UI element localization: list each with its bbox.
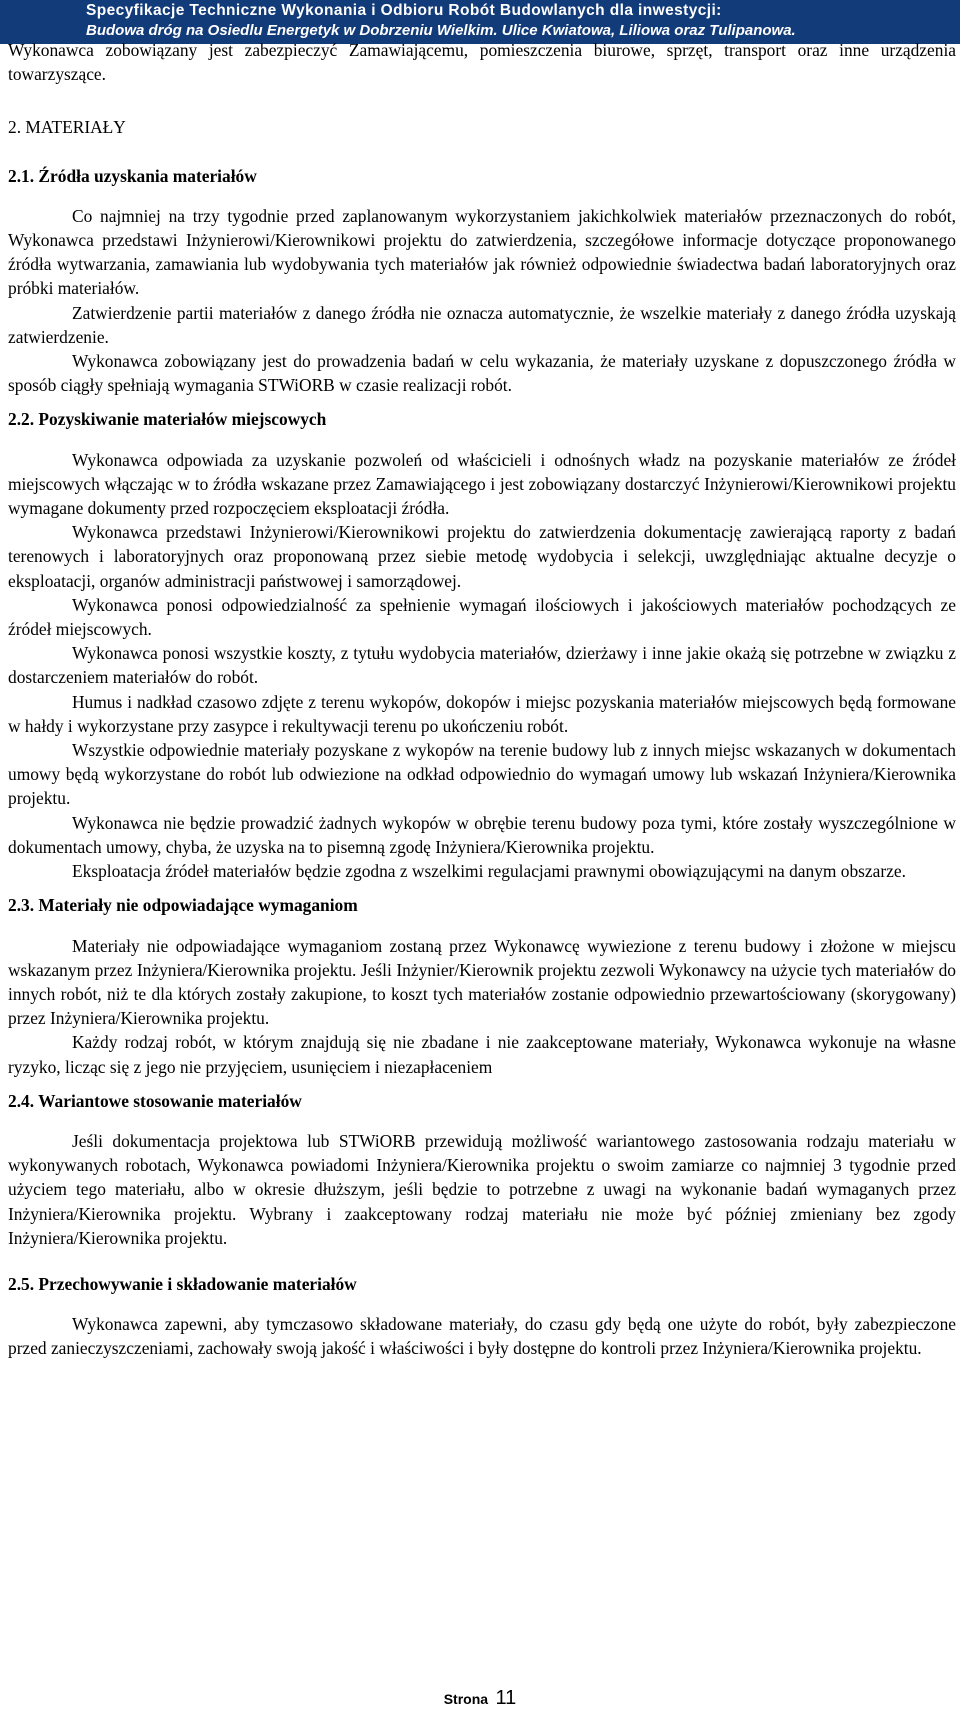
s21-paragraph-1: Co najmniej na trzy tygodnie przed zaplanowanym wykorzystaniem jakichkolwiek materiałów przeznaczonych do robót, Wykonawca przedstawi Inżynierowi/Kierownikowi projektu do zatwierdzenia, szczegółowe informacje dotyczące proponowanego źródła wytwarzania, zamawiania lub wydobywania tych materiałów jak również odpowiednie świadectwa badań laboratoryjnych oraz próbki materiałów.	[8, 205, 956, 299]
intro-paragraph: Wykonawca zobowiązany jest zabezpieczyć Zamawiającemu, pomieszczenia biurowe, sprzęt, transport oraz inne urządzenia towarzyszące.	[8, 40, 956, 85]
section-2-3-heading: 2.3. Materiały nie odpowiadające wymaganiom	[8, 895, 358, 916]
section-2-2-heading: 2.2. Pozyskiwanie materiałów miejscowych	[8, 409, 327, 430]
page-number: 11	[495, 1687, 517, 1709]
s21-paragraph-3: Wykonawca zobowiązany jest do prowadzenia badań w celu wykazania, że materiały uzyskane z dopuszczonego źródła w sposób ciągły spełniają wymagania STWiORB w czasie realizacji robót.	[8, 351, 956, 396]
section-2-5-heading: 2.5. Przechowywanie i składowanie materiałów	[8, 1273, 357, 1294]
section-2-4-heading: 2.4. Wariantowe stosowanie materiałów	[8, 1090, 302, 1111]
s21-paragraph-2: Zatwierdzenie partii materiałów z danego źródła nie oznacza automatycznie, że wszelkie materiały z danego źródła uzyskają zatwierdzenie.	[8, 302, 956, 347]
s22-paragraph-6: Wszystkie odpowiednie materiały pozyskane z wykopów na terenie budowy lub z innych miejsc wskazanych w dokumentach umowy będą wykorzystane do robót lub odwiezione na odkład odpowiednio do wymagań umowy lub wskazań Inżyniera/Kierownika projektu.	[8, 740, 956, 809]
header-title: Specyfikacje Techniczne Wykonania i Odbioru Robót Budowlanych dla inwestycji:	[86, 2, 722, 19]
s22-paragraph-5: Humus i nadkład czasowo zdjęte z terenu wykopów, dokopów i miejsc pozyskania materiałów miejscowych będą formowane w hałdy i wykorzystane przy zasypce i rekultywacji terenu po ukończeniu robót.	[8, 691, 956, 736]
s22-paragraph-1: Wykonawca odpowiada za uzyskanie pozwoleń od właścicieli i odnośnych władz na pozyskanie materiałów ze źródeł miejscowych włączając w to źródła wskazane przez Zamawiającego i jest zobowiązany dostarczyć Inżynierowi/Kierownikowi projektu wymagane dokumenty przed rozpoczęciem eksploatacji źródła.	[8, 449, 956, 519]
page-footer	[0, 1687, 960, 1710]
s24-paragraph-1: Jeśli dokumentacja projektowa lub STWiORB przewidują możliwość wariantowego zastosowania rodzaju materiału w wykonywanych robotach, Wykonawca powiadomi Inżyniera/Kierownika projektu o swoim zamiarze co najmniej 3 tygodnie przed użyciem tego materiału, albo w okresie dłuższym, jeśli będzie to potrzebne z uwagi na wykonanie badań wymaganych przez Inżyniera/Kierownika projektu. Wybrany i zaakceptowany rodzaj materiału nie może być później zmieniany bez zgody Inżyniera/Kierownika projektu.	[8, 1130, 956, 1248]
section-2-1-heading: 2.1. Źródła uzyskania materiałów	[8, 165, 257, 186]
s22-paragraph-8: Eksploatacja źródeł materiałów będzie zgodna z wszelkimi regulacjami prawnymi obowiązującymi na danym obszarze.	[72, 861, 906, 882]
s25-paragraph-1: Wykonawca zapewni, aby tymczasowo składowane materiały, do czasu gdy będą one użyte do robót, były zabezpieczone przed zanieczyszczeniami, zachowały swoją jakość i właściwości i były dostępne do kontroli przez Inżyniera/Kierownika projektu.	[8, 1314, 956, 1359]
s22-paragraph-2: Wykonawca przedstawi Inżynierowi/Kierownikowi projektu do zatwierdzenia dokumentację zawierającą raporty z badań terenowych i laboratoryjnych oraz proponowaną przez siebie metodę wydobycia i selekcji, uwzględniając aktualne decyzje o eksploatacji, organów administracji państwowej i samorządowej.	[8, 522, 956, 591]
s23-paragraph-1: Materiały nie odpowiadające wymaganiom zostaną przez Wykonawcę wywiezione z terenu budowy i złożone w miejscu wskazanym przez Inżyniera/Kierownika projektu. Jeśli Inżynier/Kierownik projektu zezwoli Wykonawcy na użycie tych materiałów do innych robót, niż te dla których zostały zakupione, to koszt tych materiałów zostanie odpowiednio przewartościowany (skorygowany) przez Inżyniera/Kierownika projektu.	[8, 935, 956, 1029]
s23-paragraph-2: Każdy rodzaj robót, w którym znajdują się nie zbadane i nie zaakceptowane materiały, Wykonawca wykonuje na własne ryzyko, licząc się z jego nie przyjęciem, usunięciem i niezapłaceniem	[8, 1032, 956, 1077]
section-2-heading: 2. MATERIAŁY	[8, 117, 126, 138]
s22-paragraph-7: Wykonawca nie będzie prowadzić żadnych wykopów w obrębie terenu budowy poza tymi, które zostały wyszczególnione w dokumentach umowy, chyba, że uzyska na to pisemną zgodę Inżyniera/Kierownika projektu.	[8, 812, 956, 857]
page-label: Strona	[443, 1691, 489, 1707]
header-subtitle: Budowa dróg na Osiedlu Energetyk w Dobrzeniu Wielkim. Ulice Kwiatowa, Liliowa oraz Tulipanowa.	[86, 22, 796, 39]
s22-paragraph-4: Wykonawca ponosi wszystkie koszty, z tytułu wydobycia materiałów, dzierżawy i inne jakie okażą się potrzebne w związku z dostarczeniem materiałów do robót.	[8, 643, 956, 688]
s22-paragraph-3: Wykonawca ponosi odpowiedzialność za spełnienie wymagań ilościowych i jakościowych materiałów pochodzących ze źródeł miejscowych.	[8, 594, 956, 640]
document-body	[8, 38, 956, 1361]
